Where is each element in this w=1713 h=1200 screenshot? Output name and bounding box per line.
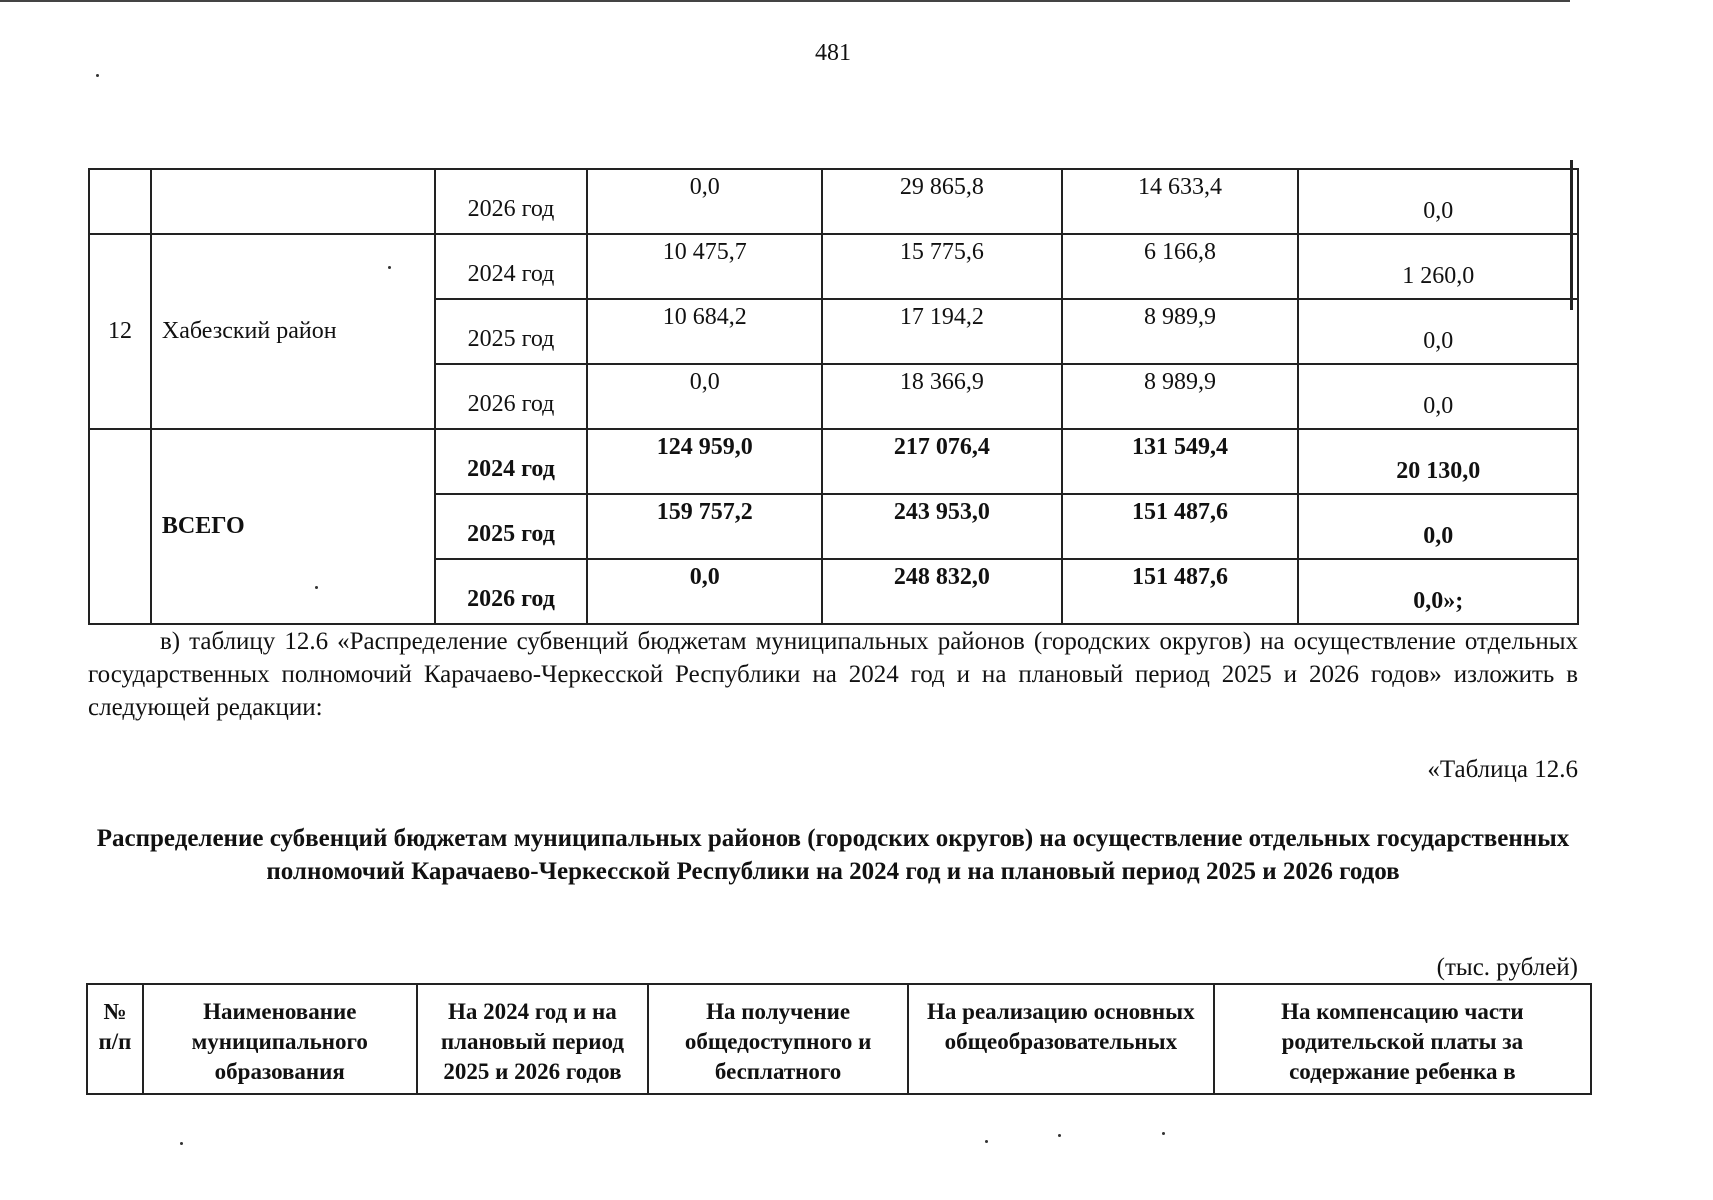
- value-cell: 243 953,0: [822, 494, 1062, 559]
- value-cell: 124 959,0: [587, 429, 822, 494]
- scan-speck: [985, 1140, 988, 1143]
- value-cell: 8 989,9: [1062, 364, 1299, 429]
- year-cell: 2026 год: [435, 364, 588, 429]
- value-cell: 10 684,2: [587, 299, 822, 364]
- year-cell: 2026 год: [435, 169, 588, 234]
- value-cell: 17 194,2: [822, 299, 1062, 364]
- value-cell: 0,0: [1298, 364, 1578, 429]
- total-label-cell: ВСЕГО: [151, 429, 435, 624]
- subsidy-distribution-table-continued: [88, 168, 1579, 625]
- municipality-name-cell: [151, 169, 435, 234]
- scan-speck: [388, 266, 391, 269]
- column-header-municipality: Наименование муниципального образования: [143, 984, 417, 1094]
- value-cell: 18 366,9: [822, 364, 1062, 429]
- page-number: 481: [815, 40, 851, 66]
- value-cell: 0,0: [1298, 494, 1578, 559]
- table-12-6-header: [86, 983, 1592, 1095]
- amendment-paragraph: в) таблицу 12.6 «Распределение субвенций бюджетам муниципальных районов (городских округов) на осуществление отдельных государственных полномочий Карачаево-Черкесской Республики на 2024 год и на плановый период 2025 и 2026 годов» изложить в следующей редакции:: [88, 628, 1578, 721]
- value-cell: 0,0»;: [1298, 559, 1578, 624]
- value-cell: 159 757,2: [587, 494, 822, 559]
- value-cell: 0,0: [1298, 299, 1578, 364]
- scan-speck: [180, 1142, 183, 1145]
- value-cell: 0,0: [587, 169, 822, 234]
- value-cell: 1 260,0: [1298, 234, 1578, 299]
- row-number-cell: [89, 169, 151, 234]
- column-header-general-education: На реализацию основных общеобразовательных: [908, 984, 1214, 1094]
- scan-speck: [1162, 1132, 1165, 1135]
- scan-speck: [315, 586, 318, 589]
- value-cell: 0,0: [587, 364, 822, 429]
- column-header-parental-fee-compensation: На компенсацию части родительской платы за содержание ребенка в: [1214, 984, 1591, 1094]
- value-cell: 29 865,8: [822, 169, 1062, 234]
- value-cell: 10 475,7: [587, 234, 822, 299]
- value-cell: 6 166,8: [1062, 234, 1299, 299]
- year-cell: 2024 год: [435, 429, 588, 494]
- value-cell: 15 775,6: [822, 234, 1062, 299]
- value-cell: 151 487,6: [1062, 559, 1299, 624]
- value-cell: 14 633,4: [1062, 169, 1299, 234]
- value-cell: 131 549,4: [1062, 429, 1299, 494]
- year-cell: 2025 год: [435, 494, 588, 559]
- municipality-name-cell: Хабезский район: [151, 234, 435, 429]
- year-cell: 2025 год: [435, 299, 588, 364]
- column-header-total-period: На 2024 год и на плановый период 2025 и 2026 годов: [417, 984, 649, 1094]
- scan-speck: [96, 74, 99, 77]
- value-cell: 248 832,0: [822, 559, 1062, 624]
- column-header-number: № п/п: [87, 984, 143, 1094]
- value-cell: 20 130,0: [1298, 429, 1578, 494]
- units-label: (тыс. рублей): [1436, 954, 1578, 981]
- table-row: [89, 169, 1578, 234]
- total-row: [89, 429, 1578, 494]
- scan-speck: [1058, 1134, 1061, 1137]
- table-reference: «Таблица 12.6: [1427, 756, 1578, 783]
- page-top-rule: [0, 0, 1570, 2]
- value-cell: 217 076,4: [822, 429, 1062, 494]
- value-cell: 0,0: [587, 559, 822, 624]
- table-row: [89, 234, 1578, 299]
- column-header-free-education: На получение общедоступного и бесплатного: [648, 984, 908, 1094]
- header-row: [87, 984, 1591, 1094]
- value-cell: 151 487,6: [1062, 494, 1299, 559]
- value-cell: 0,0: [1298, 169, 1578, 234]
- row-number-cell: 12: [89, 234, 151, 429]
- year-cell: 2024 год: [435, 234, 588, 299]
- table-title: Распределение субвенций бюджетам муниципальных районов (городских округов) на осуществление отдельных государственных полномочий Карачаево-Черкесской Республики на 2024 год и на плановый период 2025 и 2026 годов: [96, 825, 1570, 885]
- row-number-cell: [89, 429, 151, 624]
- year-cell: 2026 год: [435, 559, 588, 624]
- value-cell: 8 989,9: [1062, 299, 1299, 364]
